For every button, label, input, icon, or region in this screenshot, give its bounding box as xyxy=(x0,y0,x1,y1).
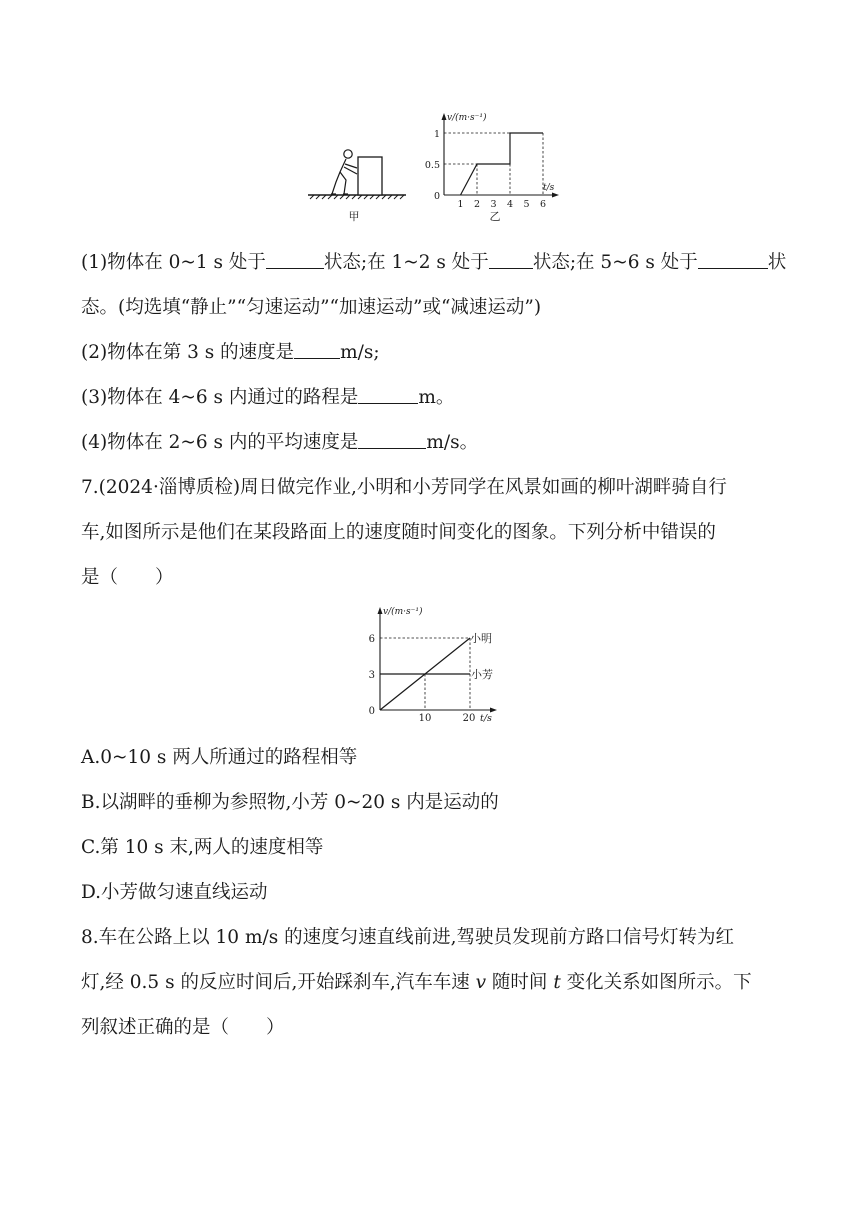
figure-1-right-caption: 乙 xyxy=(489,210,501,223)
figure-2-origin: 0 xyxy=(368,706,375,717)
figure-2-x-tick: 10 xyxy=(418,713,432,724)
figure-2-y-axis-label: v/(m·s⁻¹) xyxy=(383,607,423,617)
q7-stem-line-3: 是（ ） xyxy=(81,567,174,588)
q7-option-d[interactable]: D.小芳做匀速直线运动 xyxy=(81,882,268,903)
figure-1-x-tick: 4 xyxy=(506,199,514,210)
ground-hatching xyxy=(308,195,406,199)
answer-blank[interactable] xyxy=(358,430,426,449)
q7-stem-line-2: 车,如图所示是他们在某段路面上的速度随时间变化的图象。下列分析中错误的 xyxy=(81,522,716,543)
person-pushing-icon xyxy=(331,150,357,194)
figure-1-x-tick: 2 xyxy=(473,199,481,210)
xiaofang-label: 小芳 xyxy=(471,668,493,681)
q6-part-1-line-1: (1)物体在 0~1 s 处于 状态;在 1~2 s 处于 状态;在 5~6 s 处于 状 xyxy=(81,252,787,273)
q8-stem-line-2: 灯,经 0.5 s 的反应时间后,开始踩刹车,汽车车速 v 随时间 t 变化关系如图所示。下 xyxy=(81,972,752,993)
q6-part-1-line-2: 态。(均选填“静止”“匀速运动”“加速运动”或“减速运动”) xyxy=(81,297,542,318)
figure-1-origin: 0 xyxy=(433,191,440,202)
q7-option-a[interactable]: A.0~10 s 两人所通过的路程相等 xyxy=(81,747,358,768)
answer-blank[interactable] xyxy=(489,250,533,269)
figure-1 xyxy=(300,108,570,226)
graph-axes xyxy=(378,607,498,713)
figure-1-x-tick: 6 xyxy=(539,199,547,210)
answer-blank[interactable] xyxy=(358,385,418,404)
q7-stem-line-1: 7.(2024·淄博质检)周日做完作业,小明和小芳同学在风景如画的柳叶湖畔骑自行 xyxy=(81,477,727,498)
figure-1-x-axis-label: t/s xyxy=(543,183,555,193)
figure-2 xyxy=(360,600,510,728)
answer-blank[interactable] xyxy=(294,340,340,359)
answer-blank[interactable] xyxy=(266,250,324,269)
xiaoming-label: 小明 xyxy=(470,632,492,645)
figure-2-y-tick: 3 xyxy=(368,670,375,681)
figure-2-y-tick: 6 xyxy=(368,634,375,645)
q7-option-b[interactable]: B.以湖畔的垂柳为参照物,小芳 0~20 s 内是运动的 xyxy=(81,792,499,813)
q6-part-2: (2)物体在第 3 s 的速度是 m/s; xyxy=(81,342,380,363)
q8-stem-line-3: 列叙述正确的是（ ） xyxy=(81,1017,285,1038)
figure-1-y-tick: 0.5 xyxy=(424,160,440,171)
answer-blank[interactable] xyxy=(698,250,768,269)
figure-2-x-axis-label: t/s xyxy=(480,713,492,724)
box xyxy=(358,157,382,195)
q8-stem-line-1: 8.车在公路上以 10 m/s 的速度匀速直线前进,驾驶员发现前方路口信号灯转为红 xyxy=(81,927,734,948)
q6-part-4: (4)物体在 2~6 s 内的平均速度是 m/s。 xyxy=(81,432,479,453)
figure-1-y-axis-label: v/(m·s⁻¹) xyxy=(447,113,487,123)
q6-part-3: (3)物体在 4~6 s 内通过的路程是 m。 xyxy=(81,387,455,408)
figure-1-left-caption: 甲 xyxy=(348,210,360,223)
figure-1-x-tick: 1 xyxy=(457,199,464,210)
figure-1-x-tick: 5 xyxy=(523,199,530,210)
figure-2-x-tick: 20 xyxy=(462,713,476,724)
graph-axes xyxy=(442,113,560,198)
q7-option-c[interactable]: C.第 10 s 末,两人的速度相等 xyxy=(81,837,324,858)
figure-1-x-tick: 3 xyxy=(490,199,497,210)
figure-1-y-tick: 1 xyxy=(433,129,440,140)
